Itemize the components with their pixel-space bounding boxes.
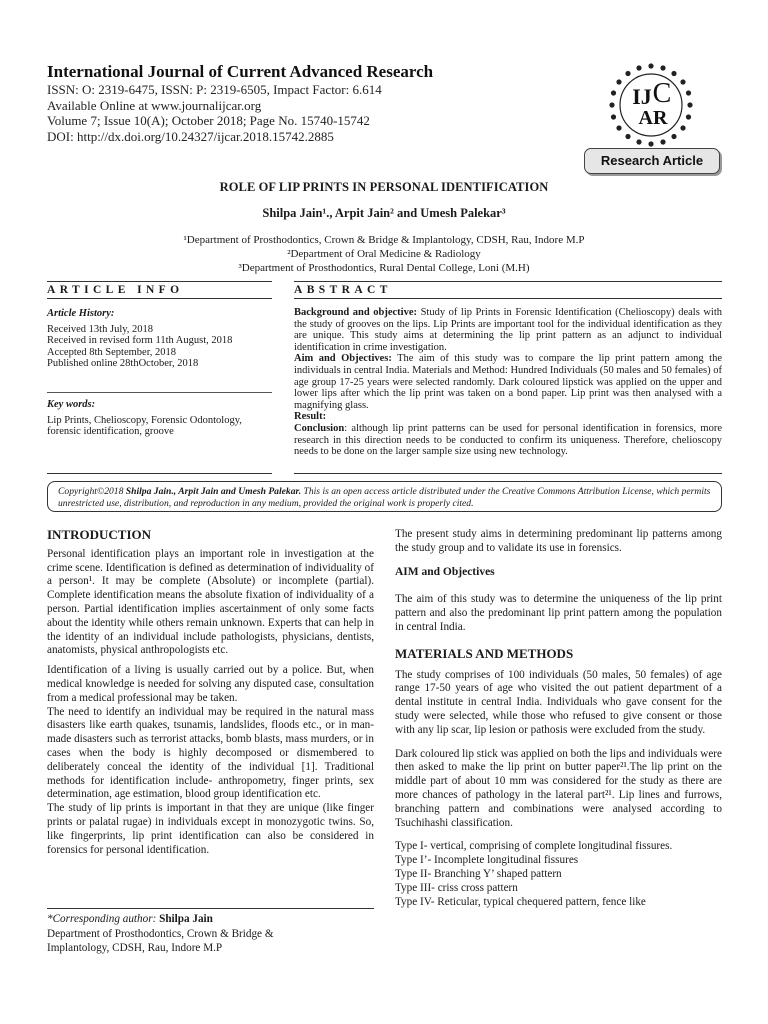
- volume-line: Volume 7; Issue 10(A); October 2018; Page No. 15740-15742: [47, 113, 370, 129]
- abstract-aim: [294, 353, 722, 411]
- intro-paragraph-4: The study of lip prints is important in that they are unique (like finger prints or palatal rugae) in individuals except in monozygotic twins. So, like fingerprints, lip print identification can also be considered in forensics for personal identification.: [47, 802, 374, 856]
- abstract-conclusion: [294, 423, 722, 458]
- abstract-heading: ABSTRACT: [294, 284, 722, 299]
- study-aim-paragraph: The present study aims in determining predominant lip patterns among the study group and to validate its use in forensics.: [395, 528, 722, 554]
- type-list-item: Type II- Branching Y’ shaped pattern: [395, 867, 562, 880]
- type-list-item: Type IV- Reticular, typical chequered pattern, fence like: [395, 895, 646, 908]
- logo-text-ar: AR: [638, 107, 668, 129]
- abstract-aim-label: Aim and Objectives:: [294, 353, 392, 365]
- affiliation-3: ³Department of Prosthodontics, Rural Dental College, Loni (M.H): [238, 262, 530, 274]
- materials-methods-heading: MATERIALS AND METHODS: [395, 645, 574, 661]
- ijcar-logo-icon: [606, 60, 696, 150]
- article-authors: Shilpa Jain¹., Arpit Jain² and Umesh Palekar³: [262, 206, 506, 220]
- abstract-aim-text: The aim of this study was to compare the lip print pattern among the individuals in central India. Materials and Method: Hundred Individuals (50 males and 50 females) of age group 17-25 years were selected randomly. Dark coloured lipstick was applied on the upper and lower lips after which the lip print was taken on a bond paper. Lip print was then analysed with a magnifying glass.: [294, 353, 722, 411]
- intro-paragraph-2: Identification of a living is usually carried out by a police. But, when medical knowledge is needed for solving any disputed case, consultation from a medical professional may be taken.: [47, 664, 374, 704]
- type-list: [395, 840, 722, 909]
- article-title: ROLE OF LIP PRINTS IN PERSONAL IDENTIFICATION: [219, 180, 549, 194]
- abstract-conclusion-label: Conclusion: [294, 422, 345, 434]
- type-list-item: Type I’- Incomplete longitudinal fissures: [395, 854, 579, 867]
- history-published: Published online 28thOctober, 2018: [47, 358, 199, 370]
- methods-paragraph-1: The study comprises of 100 individuals (50 males, 50 females) of age range 17-50 years of age who visited the out patient department of a dental institute in central India. Individuals who gave consent for the study were selected, while those who refused to give consent or those with any lip scar, lip lesion or pathosis were excluded from the study.: [395, 668, 722, 736]
- research-article-badge: Research Article: [584, 148, 720, 174]
- info-top-rule: [47, 281, 272, 282]
- available-online-line: Available Online at www.journalijcar.org: [47, 97, 262, 113]
- corresponding-author: [47, 912, 374, 956]
- logo-text-ij: IJ: [632, 84, 652, 109]
- abstract-background: [294, 307, 722, 353]
- corresponding-author-line: [47, 912, 374, 927]
- abstract-top-rule: [294, 281, 722, 282]
- abstract-result-label: Result:: [294, 411, 327, 423]
- aim-paragraph: The aim of this study was to determine the uniqueness of the lip print pattern and also the predominant lip print pattern among the population in central India.: [395, 593, 722, 633]
- info-divider: [47, 392, 272, 393]
- type-list-item: Type III- criss cross pattern: [395, 881, 518, 894]
- abstract-background-label: Background and objective:: [294, 307, 418, 318]
- journal-title: International Journal of Current Advanced Research: [47, 62, 434, 81]
- doi-line: DOI: http://dx.doi.org/10.24327/ijcar.2018.15742.2885: [47, 128, 334, 144]
- issn-line: ISSN: O: 2319-6475, ISSN: P: 2319-6505, Impact Factor: 6.614: [47, 82, 382, 97]
- left-column: [47, 528, 374, 863]
- intro-paragraph-3: The need to identify an individual may be required in the natural mass disasters like earth quakes, tsunamis, landslides, floods etc., or in man-made disasters such as terrorist attacks, bomb blasts, mass murders, or in cases when the body is highly decomposed or dismembered to deliberately conceal the identity of the individual [1]. Traditional methods for identification include- anthropometry, finger prints, sex determination, age estimation, blood group identification etc.: [47, 705, 374, 801]
- history-received: Received 13th July, 2018: [47, 323, 154, 335]
- keywords-label: Key words:: [47, 398, 96, 410]
- abstract-result: [294, 411, 722, 423]
- methods-paragraph-2: Dark coloured lip stick was applied on both the lips and individuals were then asked to make the lip print on butter paper²¹.The lip print on the middle part of about 10 mm was considered for the study as there are more chances of pathology in the lateral part²¹. Lip lines and furrows, branching pattern and combinations were analysed according to Tsuchihashi classification.: [395, 747, 722, 829]
- introduction-heading: INTRODUCTION: [47, 527, 152, 542]
- abstract-conclusion-text: : although lip print patterns can be used for personal identification in forensics, more research in this direction needs to be conducted to confirm its uniqueness. Therefore, chelioscopy needs to be done on the larger sample size using new technology.: [294, 422, 722, 458]
- affiliations: [0, 233, 768, 275]
- corresponding-rule: [47, 908, 374, 909]
- aim-objectives-heading: AIM and Objectives: [395, 565, 495, 578]
- history-revised: Received in revised form 11th August, 2018: [47, 335, 233, 347]
- info-bottom-rule: [47, 473, 272, 474]
- journal-header: [47, 62, 567, 144]
- license-text: This is an open access article distributed under the Creative Commons Attribution License, which permits unrestricted use, distribution, and reproduction in any medium, provided the original work is properly cited.: [58, 486, 711, 509]
- affiliation-2: ²Department of Oral Medicine & Radiology: [287, 248, 481, 260]
- article-info-heading: ARTICLE INFO: [47, 284, 272, 299]
- corresponding-name: Shilpa Jain: [159, 913, 213, 925]
- corresponding-label: *Corresponding author:: [47, 913, 160, 925]
- license-box: [47, 481, 722, 512]
- license-names: Shilpa Jain., Arpit Jain and Umesh Palekar.: [125, 486, 302, 497]
- license-prefix: Copyright©2018: [58, 486, 126, 497]
- right-column: [395, 528, 722, 909]
- abstract-bottom-rule: [294, 473, 722, 474]
- history-accepted: Accepted 8th September, 2018: [47, 346, 177, 358]
- type-list-item: Type I- vertical, comprising of complete longitudinal fissures.: [395, 840, 673, 853]
- keywords-text: Lip Prints, Chelioscopy, Forensic Odontology, forensic identification, groove: [47, 414, 242, 438]
- corresponding-dept-1: Department of Prosthodontics, Crown & Bridge &: [47, 927, 274, 940]
- intro-paragraph-1: Personal identification plays an important role in investigation at the crime scene. Identification is defined as determination of individuality of a person¹. It may be complete (Absolute) or incomplete (partial). Complete identification means the absolute fixation of individuality of a person. Partial identification implies ascertainment of only some facts about the identity while others remain unknown. Experts that can help in the identity of an individual include pathologists, physicians, dentists, anatomists, physical anthropologists etc.: [47, 547, 374, 657]
- affiliation-1: ¹Department of Prosthodontics, Crown & Bridge & Implantology, CDSH, Rau, Indore M.P: [183, 234, 585, 246]
- abstract-background-text: Study of lip Prints in Forensic Identification (Chelioscopy) deals with the study of grooves on the lips. Lip Prints are important tool for the individual identification as they are unique. This study aims at determining the lip print pattern as an adjunct to individual identification in crime investigation.: [294, 307, 722, 353]
- corresponding-dept-2: Implantology, CDSH, Rau, Indore M.P: [47, 942, 223, 954]
- article-info-panel: [47, 308, 272, 438]
- logo-text-c: C: [652, 78, 672, 109]
- abstract-body: [294, 307, 722, 458]
- article-history-label: Article History:: [47, 308, 115, 319]
